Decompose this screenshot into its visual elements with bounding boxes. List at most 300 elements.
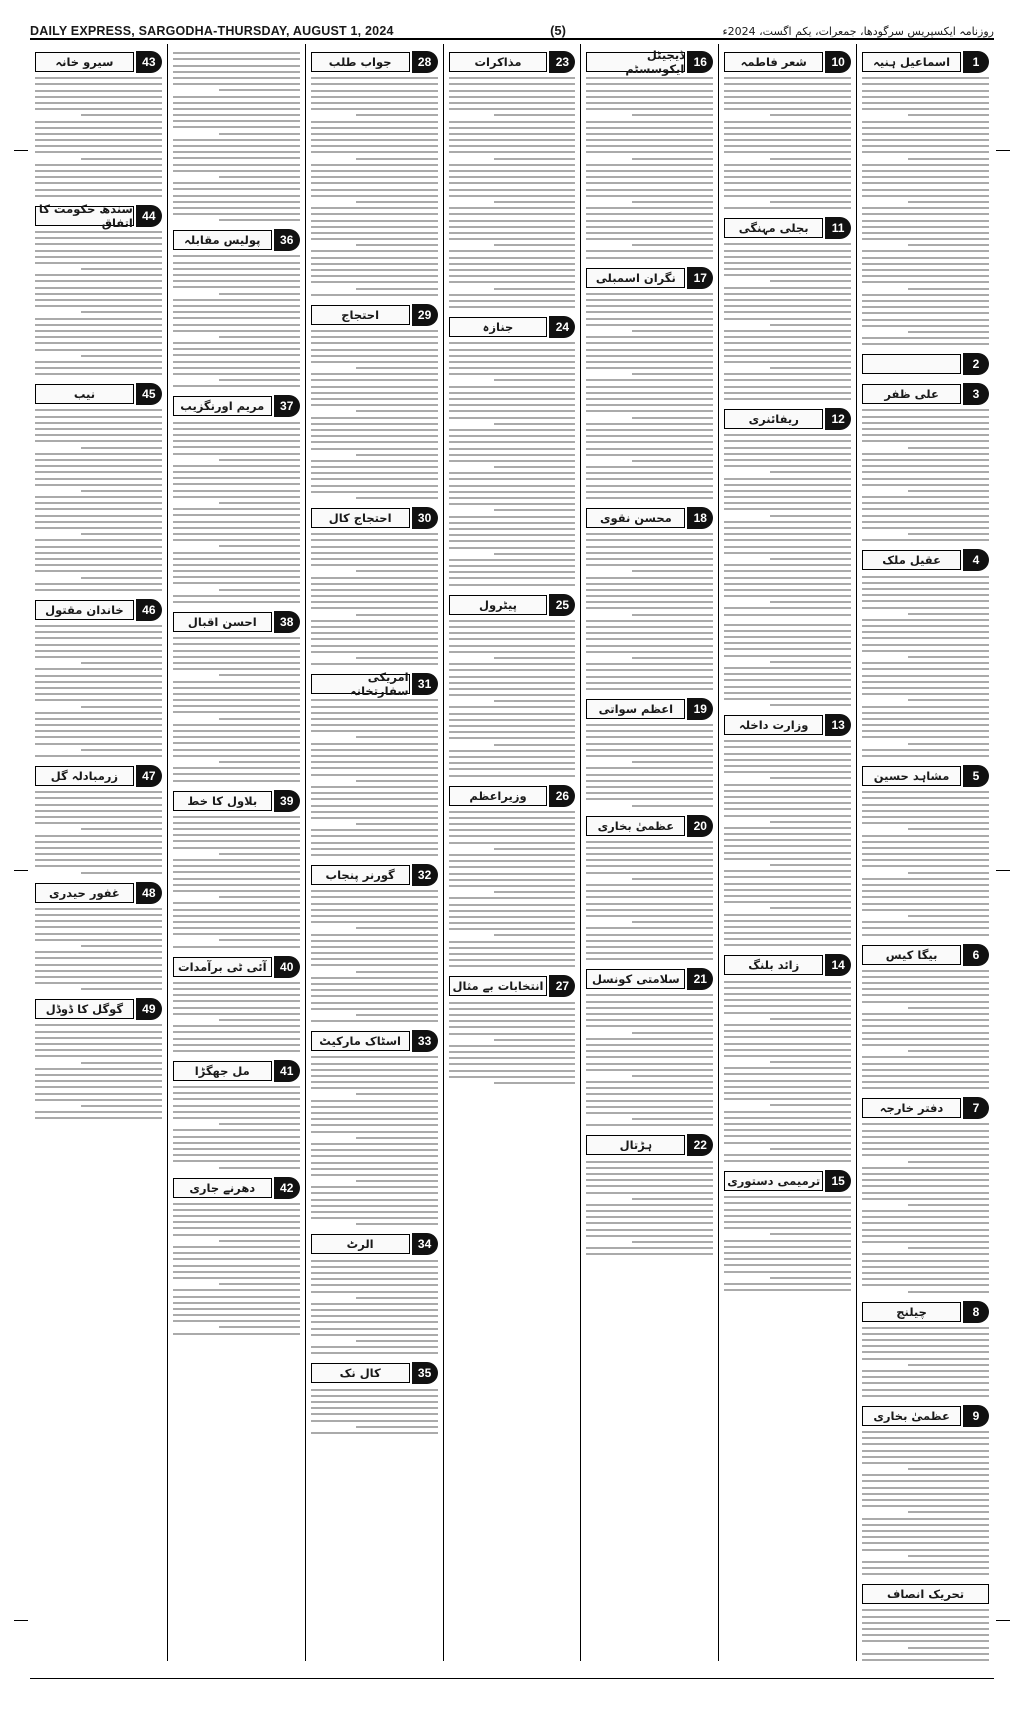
text-line [311,1174,438,1176]
text-line [35,250,162,252]
news-title: ریفائنری [724,409,823,429]
news-heading [449,785,576,807]
text-line [908,1291,989,1293]
text-line [173,201,300,203]
text-line [173,1302,300,1304]
text-line [862,102,989,104]
text-line [173,1227,300,1229]
text-line [862,440,989,442]
news-title: وزیراعظم [449,786,548,806]
text-line [449,1020,576,1022]
text-line [35,1037,162,1039]
text-line [724,981,851,983]
text-line [311,1291,438,1293]
text-line [173,65,300,67]
text-line [311,601,438,603]
text-line [724,145,851,147]
news-heading [586,507,713,529]
text-line [449,632,576,634]
text-line [586,601,713,603]
news-body-text [449,342,576,585]
text-line [586,1210,713,1212]
text-line [35,982,162,984]
text-line [173,1320,300,1322]
text-line [173,1333,300,1335]
text-line [449,528,576,530]
text-line [35,164,162,166]
text-line [908,1511,989,1513]
news-heading [311,864,438,886]
news-title: عظمیٰ بخاری [586,816,685,836]
text-line [724,636,851,638]
text-line [724,459,851,461]
text-line [311,767,438,769]
text-line [173,422,300,424]
text-line [586,491,713,493]
text-line [311,539,438,541]
text-line [724,1215,851,1217]
news-heading [449,975,576,997]
text-line [862,96,989,98]
text-line [724,349,851,351]
text-line [35,262,162,264]
news-number-badge: 33 [412,1030,438,1052]
text-line [586,232,713,234]
text-line [724,434,851,436]
text-line [173,1092,300,1094]
text-line [724,1154,851,1156]
text-line [356,570,437,572]
text-line [724,1111,851,1113]
news-column [856,44,994,1661]
text-line [449,1051,576,1053]
news-number-badge: 49 [136,998,162,1020]
text-line [449,860,576,862]
text-line [311,952,438,954]
text-line [586,398,713,400]
text-line [586,454,713,456]
text-line [173,367,300,369]
text-line [862,1179,989,1181]
text-line [724,802,851,804]
news-item [311,304,438,499]
text-line [173,157,300,159]
text-line [724,386,851,388]
text-line [311,896,438,898]
text-line [311,1106,438,1108]
text-line [586,730,713,732]
text-line [35,693,162,695]
text-line [356,1223,437,1225]
text-line [586,108,713,110]
text-line [724,379,851,381]
news-number-badge: 8 [963,1301,989,1323]
text-line [586,1038,713,1040]
text-line [35,459,162,461]
text-line [81,447,162,449]
news-title: تحریک انصاف [862,1584,989,1604]
text-line [311,909,438,911]
text-line [311,1186,438,1188]
text-line [862,312,989,314]
news-body-text [35,908,162,990]
text-line [35,1049,162,1051]
text-line [449,349,576,351]
text-line [449,503,576,505]
text-line [724,1202,851,1204]
text-line [356,410,437,412]
text-line [449,151,576,153]
news-item [724,51,851,209]
news-column [443,44,581,1661]
text-line [81,662,162,664]
text-line [311,151,438,153]
text-line [173,742,300,744]
text-line [724,533,851,535]
text-line [586,934,713,936]
text-line [356,657,437,659]
text-line [449,478,576,480]
news-title: دھرنے جاری [173,1178,272,1198]
text-line [35,908,162,910]
text-line [862,687,989,689]
text-line [586,145,713,147]
text-line [311,620,438,622]
text-line [311,108,438,110]
text-line [724,1036,851,1038]
text-line [35,718,162,720]
text-line [219,133,300,135]
news-title: احتجاج [311,305,410,325]
text-line [311,336,438,338]
news-item [586,698,713,807]
text-line [862,1284,989,1286]
text-line [724,274,851,276]
text-line [311,226,438,228]
text-line [35,859,162,861]
text-line [311,263,438,265]
text-line [356,971,437,973]
news-heading [311,1030,438,1052]
text-line [356,1426,437,1428]
text-line [586,743,713,745]
news-body-text [449,811,576,968]
text-line [724,630,851,632]
text-line [494,1082,575,1084]
text-line [35,145,162,147]
text-line [632,921,713,923]
text-line [862,1216,989,1218]
text-line [35,539,162,541]
text-line [586,533,713,535]
text-line [724,1142,851,1144]
text-line [586,632,713,634]
text-line [173,927,300,929]
text-line [586,638,713,640]
news-number-badge: 47 [136,765,162,787]
text-line [449,257,576,259]
text-line [586,448,713,450]
text-line [586,311,713,313]
text-line [632,373,713,375]
text-line [586,1124,713,1126]
news-column [718,44,856,1661]
text-line [586,121,713,123]
text-line [632,614,713,616]
news-number-badge: 25 [549,594,575,616]
text-line [356,1180,437,1182]
text-line [35,865,162,867]
news-number-badge: 29 [412,304,438,326]
news-title: اسٹاک مارکیٹ [311,1031,410,1051]
text-line [632,761,713,763]
news-body-text [862,77,989,345]
text-line [862,195,989,197]
text-line [35,650,162,652]
text-line [862,865,989,867]
news-number-badge: 11 [825,217,851,239]
text-line [219,336,300,338]
text-line [35,976,162,978]
text-line [586,213,713,215]
text-line [173,637,300,639]
text-line [35,127,162,129]
text-line [35,151,162,153]
text-line [173,909,300,911]
text-line [173,601,300,603]
text-line [311,281,438,283]
news-body-text [311,1389,438,1434]
text-line [724,1086,851,1088]
text-line [35,1043,162,1045]
text-line [173,915,300,917]
news-body-text [35,791,162,873]
text-line [311,429,438,431]
text-line [724,484,851,486]
text-line [586,1247,713,1249]
news-heading [35,765,162,787]
text-line [219,1240,300,1242]
text-line [494,891,575,893]
text-line [173,102,300,104]
text-line [449,392,576,394]
text-line [449,207,576,209]
text-line [770,515,851,517]
text-line [724,139,851,141]
text-line [311,724,438,726]
text-line [862,804,989,806]
news-heading [173,229,300,251]
text-line [862,434,989,436]
text-line [311,257,438,259]
text-line [311,1272,438,1274]
text-line [173,865,300,867]
text-line [173,1142,300,1144]
text-line [908,656,989,658]
text-line [862,1370,989,1372]
text-line [724,546,851,548]
news-heading [173,395,300,417]
text-line [862,527,989,529]
text-line [586,164,713,166]
text-line [586,786,713,788]
news-body-text [862,576,989,757]
news-number-badge: 48 [136,882,162,904]
text-line [311,220,438,222]
text-line [862,213,989,215]
text-line [724,1227,851,1229]
text-line [862,343,989,345]
text-line [311,533,438,535]
news-title: بجلی مہنگی [724,218,823,238]
text-line [311,915,438,917]
text-line [862,478,989,480]
text-line [311,472,438,474]
news-body-text [173,1086,300,1168]
text-line [586,176,713,178]
text-line [862,1081,989,1083]
news-item [173,1177,300,1335]
text-line [586,724,713,726]
text-line [35,791,162,793]
text-line [586,1069,713,1071]
news-item [173,229,300,387]
text-line [35,804,162,806]
text-line [35,1074,162,1076]
news-title: ترمیمی دستوری [724,1171,823,1191]
text-line [35,957,162,959]
text-line [311,1389,438,1391]
text-line [449,485,576,487]
news-body-text [311,890,438,1022]
news-heading [311,1233,438,1255]
text-line [586,1007,713,1009]
text-line [311,133,438,135]
news-title: سلامتی کونسل [586,969,685,989]
text-line [311,848,438,850]
text-line [724,330,851,332]
text-line [35,724,162,726]
text-line [862,1549,989,1551]
text-line [311,1063,438,1065]
text-line [862,1025,989,1027]
text-line [173,816,300,818]
text-line [724,570,851,572]
news-number-badge: 39 [274,790,300,812]
text-line [862,1376,989,1378]
text-line [724,845,851,847]
text-line [311,342,438,344]
text-line [173,1013,300,1015]
text-line [586,1192,713,1194]
footer-rule [30,1678,994,1679]
text-line [173,570,300,572]
text-line [449,83,576,85]
text-line [35,121,162,123]
news-heading [35,383,162,405]
text-line [35,564,162,566]
text-line [219,761,300,763]
text-line [586,1235,713,1237]
text-line [311,485,438,487]
text-line [311,546,438,548]
news-number-badge: 17 [687,267,713,289]
text-line [35,736,162,738]
text-line [724,607,851,609]
text-line [35,280,162,282]
text-line [35,964,162,966]
text-line [908,1468,989,1470]
news-item [35,51,162,197]
text-line [586,404,713,406]
text-line [311,361,438,363]
text-line [35,182,162,184]
news-item [862,383,989,541]
text-line [862,1222,989,1224]
text-line [724,1252,851,1254]
text-line [311,890,438,892]
text-line [356,114,437,116]
text-line [35,631,162,633]
text-line [862,306,989,308]
text-line [356,1297,437,1299]
news-heading [173,790,300,812]
text-line [862,1518,989,1520]
text-line [173,933,300,935]
text-line [724,133,851,135]
text-line [862,1142,989,1144]
news-body-text [35,1024,162,1119]
news-item [724,714,851,946]
text-line [173,582,300,584]
text-line [908,201,989,203]
text-line [862,133,989,135]
text-line [311,638,438,640]
text-line [586,958,713,960]
crop-mark [996,870,1010,885]
text-line [449,361,576,363]
news-number-badge: 41 [274,1060,300,1082]
text-line [862,1123,989,1125]
text-line [35,195,162,197]
news-heading [586,1134,713,1156]
text-line [173,274,300,276]
text-line [586,909,713,911]
text-line [724,336,851,338]
text-line [862,189,989,191]
text-line [449,731,576,733]
text-line [862,1260,989,1262]
text-line [173,533,300,535]
text-line [862,1431,989,1433]
text-line [908,1555,989,1557]
text-line [35,853,162,855]
text-line [862,884,989,886]
text-line [862,631,989,633]
text-line [586,423,713,425]
text-line [173,662,300,664]
text-line [35,558,162,560]
news-number-badge: 16 [687,51,713,73]
crop-mark [996,150,1010,165]
text-line [724,901,851,903]
text-line [173,705,300,707]
text-line [311,435,438,437]
news-heading [35,599,162,621]
masthead [30,16,994,40]
text-line [35,256,162,258]
news-heading [724,1170,851,1192]
